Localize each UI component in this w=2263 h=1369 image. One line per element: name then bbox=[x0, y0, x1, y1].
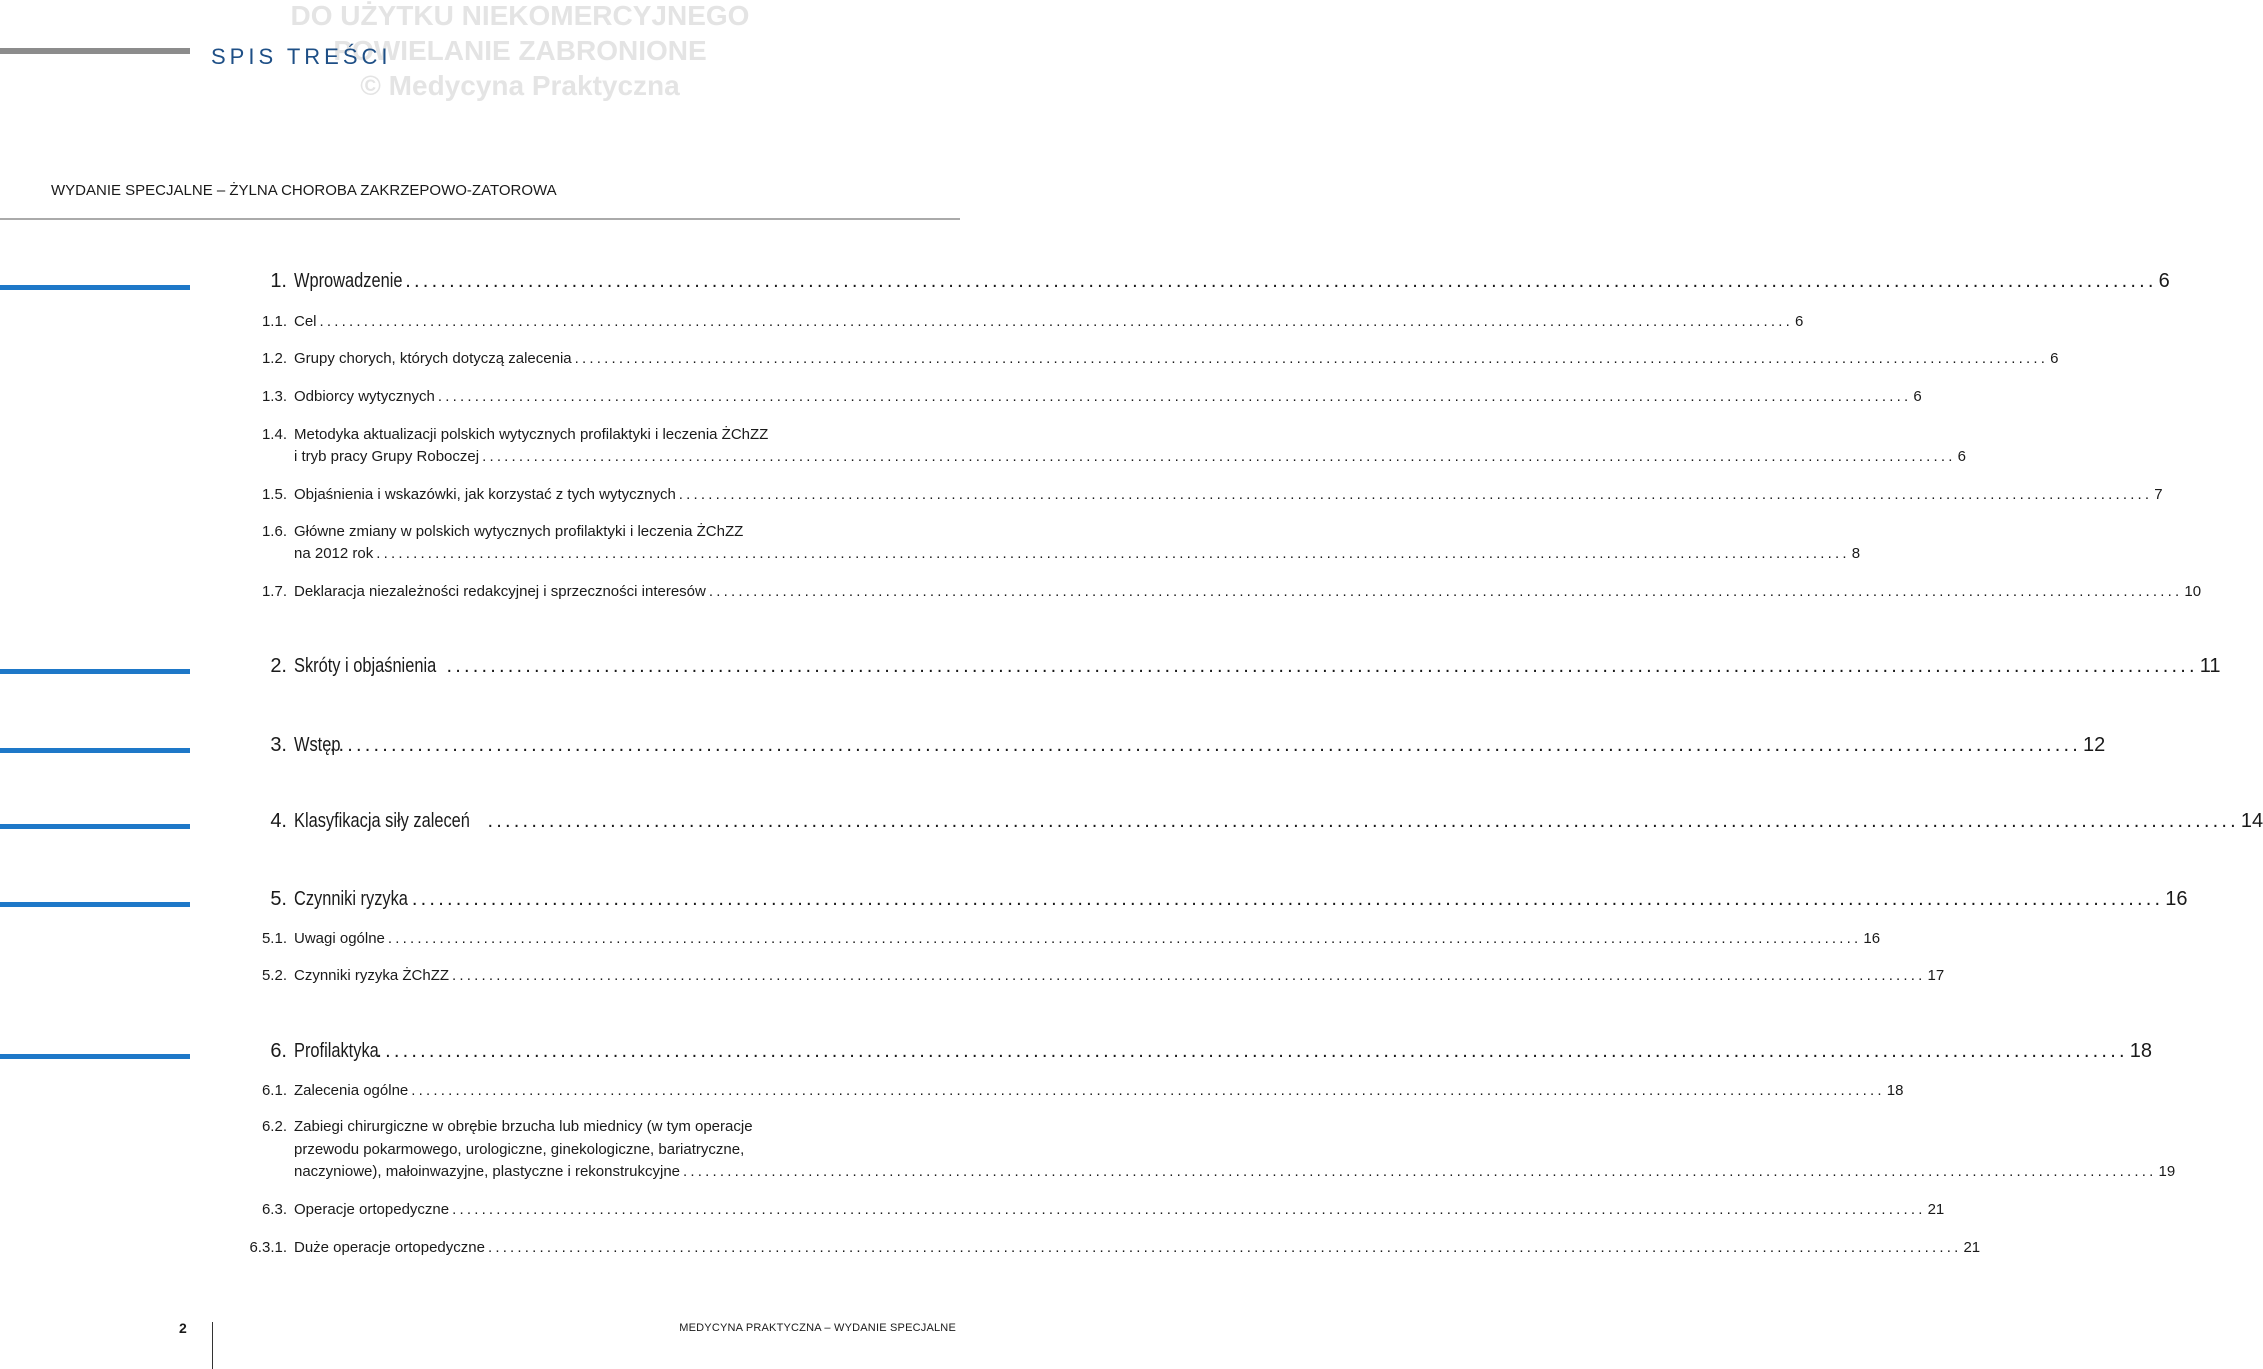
toc-section-number: 6.2. bbox=[261, 1118, 287, 1135]
toc-section-1-6[interactable] bbox=[294, 545, 1861, 565]
toc-chapter-6[interactable] bbox=[294, 1040, 2152, 1066]
toc-section-label-line-1[interactable]: Metodyka aktualizacji polskich wytycznych profilaktyki i leczenia ŻChZZ bbox=[294, 426, 769, 443]
toc-section-number: 6.3.1. bbox=[249, 1239, 287, 1256]
toc-chapter-4[interactable] bbox=[294, 810, 2263, 836]
chapter-marker-bar bbox=[0, 824, 190, 829]
toc-section-5-2[interactable] bbox=[294, 967, 1945, 987]
leader-dots: ........................................................................................................................................................................................................ bbox=[329, 734, 2082, 756]
footer-page-number: 2 bbox=[179, 1320, 187, 1336]
toc-section-label-line-1[interactable]: Zabiegi chirurgiczne w obrębie brzucha lub miednicy (w tym operacje bbox=[294, 1118, 753, 1135]
toc-page-number: 16 bbox=[2165, 888, 2188, 910]
toc-section-label: Odbiorcy wytycznych bbox=[294, 388, 435, 405]
toc-page-number: 17 bbox=[1927, 967, 1945, 984]
toc-chapter-2[interactable] bbox=[294, 655, 2221, 681]
toc-section-number: 1.4. bbox=[261, 426, 287, 443]
toc-chapter-label: Wstęp bbox=[294, 734, 341, 756]
toc-section-number: 1.2. bbox=[261, 350, 287, 367]
toc-page-number: 6 bbox=[1795, 313, 1804, 330]
leader-dots: ........................................................................................................................................................................................................ bbox=[387, 930, 1862, 947]
toc-section-5-1[interactable] bbox=[294, 930, 1881, 950]
leader-dots: ........................................................................................................................................................................................................ bbox=[437, 388, 1912, 405]
watermark-line-3: © Medycyna Praktyczna bbox=[360, 70, 680, 101]
toc-page-number: 10 bbox=[2184, 583, 2202, 600]
leader-dots: ........................................................................................................................................................................................................ bbox=[405, 270, 2157, 292]
chapter-marker-bar bbox=[0, 285, 190, 290]
toc-chapter-number: 1. bbox=[270, 270, 287, 292]
toc-chapter-label: Skróty i objaśnienia bbox=[294, 655, 437, 677]
chapter-marker-bar bbox=[0, 748, 190, 753]
leader-dots: ........................................................................................................................................................................................................ bbox=[446, 655, 2198, 677]
leader-dots: ........................................................................................................................................................................................................ bbox=[487, 1239, 1962, 1256]
toc-section-label: Uwagi ogólne bbox=[294, 930, 385, 947]
toc-section-number: 1.6. bbox=[261, 523, 287, 540]
chapter-marker-bar bbox=[0, 1054, 190, 1059]
toc-page-number: 8 bbox=[1851, 545, 1861, 562]
toc-section-number: 5.1. bbox=[261, 930, 287, 947]
toc-section-label: Cel bbox=[294, 313, 317, 330]
toc-section-number: 1.7. bbox=[261, 583, 287, 600]
leader-dots: ........................................................................................................................................................................................................ bbox=[487, 810, 2239, 832]
header-accent-bar bbox=[0, 48, 190, 54]
toc-section-6-3-1[interactable] bbox=[294, 1239, 1981, 1259]
toc-section-1-2[interactable] bbox=[294, 350, 2059, 370]
footer-divider bbox=[212, 1322, 213, 1369]
leader-dots: ........................................................................................................................................................................................................ bbox=[683, 1163, 2157, 1180]
toc-chapter-number: 5. bbox=[270, 888, 287, 910]
toc-page-number: 6 bbox=[1957, 448, 1966, 465]
toc-chapter-3[interactable] bbox=[294, 734, 2106, 760]
toc-section-label-line-1[interactable]: Główne zmiany w polskich wytycznych profilaktyki i leczenia ŻChZZ bbox=[294, 523, 744, 540]
toc-section-1-5[interactable] bbox=[294, 486, 2163, 506]
toc-page-number: 6 bbox=[2158, 270, 2170, 292]
toc-section-label: Deklaracja niezależności redakcyjnej i sprzeczności interesów bbox=[294, 583, 706, 600]
toc-page-number: 7 bbox=[2154, 486, 2163, 503]
toc-page-number: 16 bbox=[1863, 930, 1881, 947]
toc-chapter-number: 6. bbox=[270, 1040, 287, 1062]
chapter-marker-bar bbox=[0, 669, 190, 674]
toc-section-label: naczyniowe), małoinwazyjne, plastyczne i rekonstrukcyjne bbox=[294, 1163, 681, 1180]
toc-section-1-3[interactable] bbox=[294, 388, 1922, 408]
toc-page-number: 19 bbox=[2158, 1163, 2176, 1180]
leader-dots: ........................................................................................................................................................................................................ bbox=[452, 967, 1926, 984]
toc-page-number: 12 bbox=[2083, 734, 2106, 756]
toc-chapter-5[interactable] bbox=[294, 888, 2188, 914]
toc-section-label-line-2[interactable]: przewodu pokarmowego, urologiczne, ginekologiczne, bariatryczne, bbox=[294, 1141, 745, 1158]
toc-chapter-1[interactable] bbox=[294, 270, 2170, 296]
toc-section-label: Duże operacje ortopedyczne bbox=[294, 1239, 485, 1256]
toc-chapter-label: Wprowadzenie bbox=[294, 270, 403, 292]
toc-section-number: 1.3. bbox=[261, 388, 287, 405]
toc-chapter-label: Profilaktyka bbox=[294, 1040, 379, 1062]
toc-page-number: 21 bbox=[1927, 1201, 1945, 1218]
leader-dots: ........................................................................................................................................................................................................ bbox=[482, 448, 1956, 465]
leader-dots: ........................................................................................................................................................................................................ bbox=[708, 583, 2183, 600]
leader-dots: ........................................................................................................................................................................................................ bbox=[376, 1040, 2128, 1062]
toc-page-number: 6 bbox=[1913, 388, 1922, 405]
leader-dots: ........................................................................................................................................................................................................ bbox=[376, 545, 1850, 562]
chapter-marker-bar bbox=[0, 902, 190, 907]
toc-section-number: 1.1. bbox=[261, 313, 287, 330]
leader-dots: ........................................................................................................................................................................................................ bbox=[452, 1201, 1926, 1218]
toc-section-6-2[interactable] bbox=[294, 1163, 2176, 1183]
toc-section-6-1[interactable] bbox=[294, 1082, 1904, 1102]
toc-section-1-7[interactable] bbox=[294, 583, 2202, 603]
watermark-line-1: DO UŻYTKU NIEKOMERCYJNEGO bbox=[290, 0, 750, 31]
toc-section-1-4[interactable] bbox=[294, 448, 1966, 468]
toc-page-number: 21 bbox=[1963, 1239, 1981, 1256]
page-title: SPIS TREŚCI bbox=[211, 44, 392, 69]
toc-section-number: 5.2. bbox=[261, 967, 287, 984]
toc-page-number: 14 bbox=[2240, 810, 2263, 832]
toc-chapter-label: Klasyfikacja siły zaleceń bbox=[294, 810, 470, 832]
toc-section-label: Objaśnienia i wskazówki, jak korzystać z tych wytycznych bbox=[294, 486, 676, 503]
leader-dots: ........................................................................................................................................................................................................ bbox=[411, 888, 2164, 910]
toc-page-number: 18 bbox=[2129, 1040, 2152, 1062]
toc-section-label: Czynniki ryzyka ŻChZZ bbox=[294, 967, 450, 984]
toc-section-number: 6.3. bbox=[261, 1201, 287, 1218]
toc-chapter-number: 4. bbox=[270, 810, 287, 832]
toc-chapter-label: Czynniki ryzyka bbox=[294, 888, 408, 910]
toc-section-1-1[interactable] bbox=[294, 313, 1804, 333]
toc-section-label: i tryb pracy Grupy Roboczej bbox=[294, 448, 480, 465]
leader-dots: ........................................................................................................................................................................................................ bbox=[411, 1082, 1885, 1099]
leader-dots: ........................................................................................................................................................................................................ bbox=[319, 313, 1794, 330]
toc-chapter-number: 3. bbox=[270, 734, 287, 756]
toc-section-number: 1.5. bbox=[261, 486, 287, 503]
toc-chapter-number: 2. bbox=[270, 655, 287, 677]
toc-section-label: Grupy chorych, których dotyczą zalecenia bbox=[294, 350, 572, 367]
watermark-line-2: POWIELANIE ZABRONIONE bbox=[333, 35, 707, 66]
leader-dots: ........................................................................................................................................................................................................ bbox=[574, 350, 2049, 367]
edition-subtitle: WYDANIE SPECJALNE – ŻYLNA CHOROBA ZAKRZEPOWO-ZATOROWA bbox=[51, 182, 557, 199]
toc-page-number: 18 bbox=[1886, 1082, 1904, 1099]
footer-publication: MEDYCYNA PRAKTYCZNA – WYDANIE SPECJALNE bbox=[679, 1322, 956, 1334]
leader-dots: ........................................................................................................................................................................................................ bbox=[678, 486, 2153, 503]
toc-section-number: 6.1. bbox=[261, 1082, 287, 1099]
toc-section-label: Operacje ortopedyczne bbox=[294, 1201, 450, 1218]
toc-page-number: 6 bbox=[2050, 350, 2059, 367]
toc-page-number: 11 bbox=[2199, 655, 2221, 677]
header-divider bbox=[0, 218, 960, 220]
toc-section-label: na 2012 rok bbox=[294, 545, 374, 562]
toc-section-label: Zalecenia ogólne bbox=[294, 1082, 409, 1099]
toc-section-6-3[interactable] bbox=[294, 1201, 1945, 1221]
